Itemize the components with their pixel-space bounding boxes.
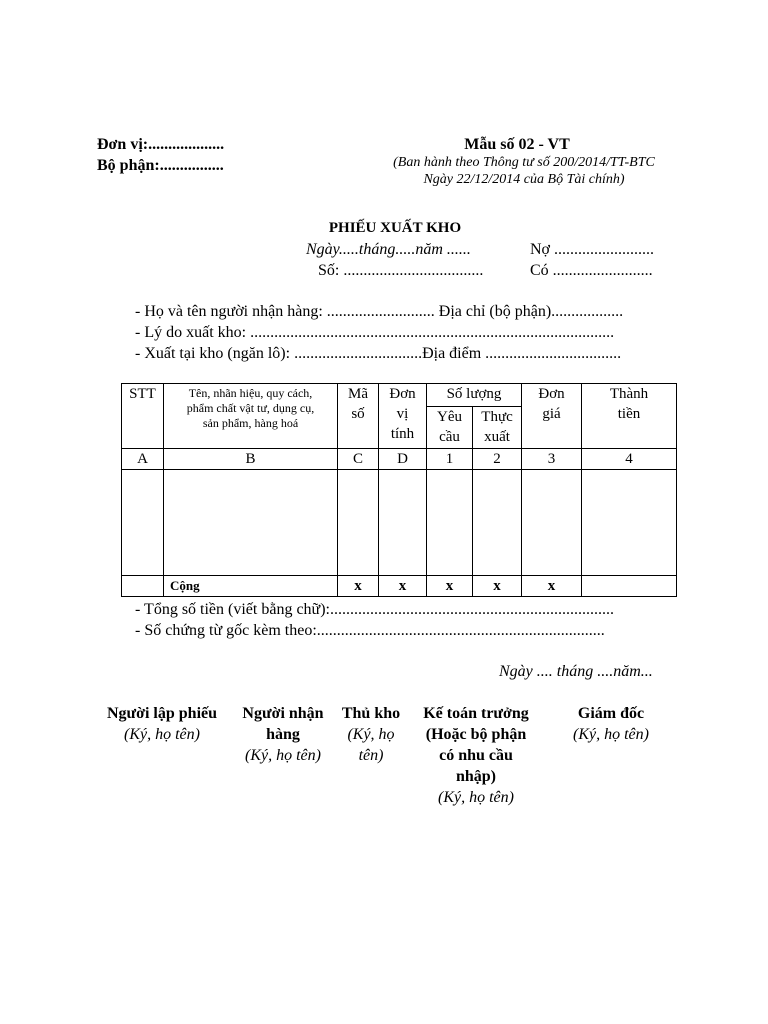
header-ma-so: Mã số xyxy=(338,384,379,449)
date-line: Ngày.....tháng.....năm ...... xyxy=(306,241,471,258)
signature-title: Người lập phiếu xyxy=(106,705,218,722)
total-x-mark: x xyxy=(338,576,379,597)
signature-note: (Ký, họ tên) xyxy=(347,726,395,764)
header-don-vi-tinh: Đơn vị tính xyxy=(379,384,427,449)
total-label: Cộng xyxy=(164,576,338,597)
column-code: 2 xyxy=(473,449,522,470)
signature-title: Giám đốc xyxy=(577,705,645,722)
table-cell[interactable] xyxy=(338,470,379,576)
column-code: B xyxy=(164,449,338,470)
signature-block-director xyxy=(548,703,674,745)
total-x-mark: x xyxy=(473,576,522,597)
total-x-mark: x xyxy=(427,576,473,597)
total-amount-words: - Tổng số tiền (viết bằng chữ):....................................................................... xyxy=(135,601,614,618)
table-cell xyxy=(582,576,677,597)
signature-title: Thủ kho xyxy=(341,705,401,722)
header-item-name: Tên, nhãn hiệu, quy cách, phẩm chất vật tư, dụng cụ, sản phẩm, hàng hoá xyxy=(164,384,338,449)
column-code: 4 xyxy=(582,449,677,470)
bo-phan-label: Bộ phận:................ xyxy=(97,157,224,174)
signature-title: Kế toán trưởng (Hoặc bộ phận có nhu cầu nhập) xyxy=(423,705,529,785)
column-code: C xyxy=(338,449,379,470)
signature-block-storekeeper xyxy=(334,703,408,766)
signature-note: (Ký, họ tên) xyxy=(124,726,200,743)
header-stt: STT xyxy=(122,384,164,449)
no-line: Nợ ......................... xyxy=(530,241,655,258)
column-code: A xyxy=(122,449,164,470)
form-number: Mẫu số 02 - VT xyxy=(464,136,570,153)
table-row-empty xyxy=(122,470,677,576)
column-code: 3 xyxy=(522,449,582,470)
total-row xyxy=(122,576,677,597)
co-line: Có ......................... xyxy=(530,262,653,279)
source-documents: - Số chứng từ gốc kèm theo:........................................................................ xyxy=(135,622,605,639)
table-cell[interactable] xyxy=(582,470,677,576)
signature-note: (Ký, họ tên) xyxy=(573,726,649,743)
signature-block-creator xyxy=(92,703,232,745)
header-yeu-cau: Yêu cầu xyxy=(427,407,473,449)
header-thanh-tien: Thành tiền xyxy=(582,384,677,449)
ban-hanh-line2: Ngày 22/12/2014 của Bộ Tài chính) xyxy=(423,172,625,187)
total-x-mark: x xyxy=(379,576,427,597)
table-cell[interactable] xyxy=(379,470,427,576)
table-cell[interactable] xyxy=(522,470,582,576)
table-cell xyxy=(122,576,164,597)
sign-date: Ngày .... tháng ....năm... xyxy=(499,663,653,680)
recipient-field: - Họ và tên người nhận hàng: ........................... Địa chỉ (bộ phận).................. xyxy=(135,303,624,320)
signature-block-receiver xyxy=(238,703,328,766)
don-vi-label: Đơn vị:................... xyxy=(97,136,225,153)
table-cell[interactable] xyxy=(164,470,338,576)
table-cell[interactable] xyxy=(473,470,522,576)
table-cell[interactable] xyxy=(122,470,164,576)
signature-block-chief-accountant xyxy=(420,703,532,808)
total-x-mark: x xyxy=(522,576,582,597)
ban-hanh-line1: (Ban hành theo Thông tư số 200/2014/TT-BTC xyxy=(393,155,655,170)
goods-table xyxy=(121,383,677,597)
column-code-row xyxy=(122,449,677,470)
reason-field: - Lý do xuất kho: ........................................................................................... xyxy=(135,324,615,341)
signature-note: (Ký, họ tên) xyxy=(438,789,514,806)
warehouse-field: - Xuất tại kho (ngăn lô): ................................Địa điểm .................................. xyxy=(135,345,622,362)
column-code: 1 xyxy=(427,449,473,470)
so-line: Số: ................................... xyxy=(318,262,484,279)
header-so-luong: Số lượng xyxy=(427,384,522,407)
document-title: PHIẾU XUẤT KHO xyxy=(328,220,462,236)
header-don-gia: Đơn giá xyxy=(522,384,582,449)
table-cell[interactable] xyxy=(427,470,473,576)
header-thuc-xuat: Thực xuất xyxy=(473,407,522,449)
signature-note: (Ký, họ tên) xyxy=(245,747,321,764)
column-code: D xyxy=(379,449,427,470)
signature-title: Người nhận hàng xyxy=(242,705,324,743)
